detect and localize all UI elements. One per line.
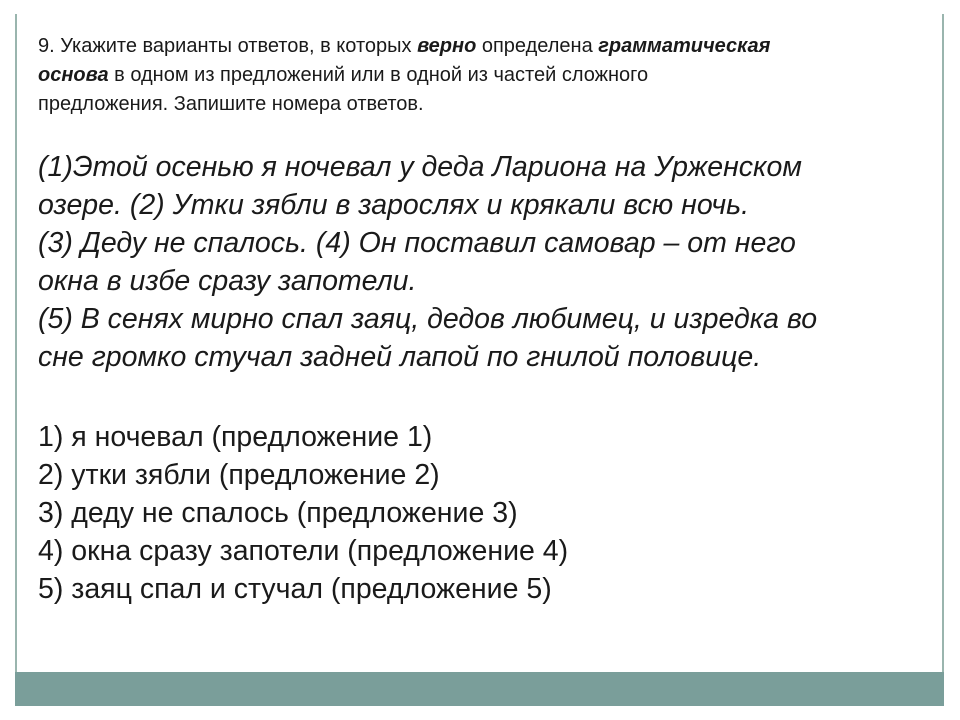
task-text-1: 9. Укажите варианты ответов, в которых <box>38 35 418 57</box>
task-text-3: в одном из предложений или в одной из частей сложного <box>108 64 649 86</box>
passage-line: (1)Этой осенью я ночевал у деда Лариона на Урженском <box>38 151 802 183</box>
answer-option-1: 1) я ночевал (предложение 1) <box>38 421 433 453</box>
task-bold-correct: верно <box>417 35 477 57</box>
left-frame-rule <box>15 14 17 676</box>
passage-line: озере. (2) Утки зябли в зарослях и крякали всю ночь. <box>38 189 750 221</box>
passage-line: (5) В сенях мирно спал заяц, дедов любимец, и изредка во <box>38 303 818 335</box>
answer-option-4: 4) окна сразу запотели (предложение 4) <box>38 535 569 567</box>
passage <box>38 148 938 376</box>
answer-options <box>38 418 928 608</box>
passage-line: (3) Деду не спалось. (4) Он поставил самовар – от него <box>38 227 796 259</box>
passage-line: сне громко стучал задней лапой по гнилой половице. <box>38 341 762 373</box>
task-bold-basis: основа <box>38 64 109 86</box>
task-text-4: предложения. Запишите номера ответов. <box>38 93 424 115</box>
answer-option-2: 2) утки зябли (предложение 2) <box>38 459 440 491</box>
right-frame-rule <box>942 14 944 676</box>
bottom-bar <box>15 672 944 706</box>
task-instruction <box>38 32 928 119</box>
task-bold-grammatical: грамматическая <box>598 35 771 57</box>
task-text-2: определена <box>476 35 599 57</box>
answer-option-5: 5) заяц спал и стучал (предложение 5) <box>38 573 552 605</box>
passage-line: окна в избе сразу запотели. <box>38 265 417 297</box>
answer-option-3: 3) деду не спалось (предложение 3) <box>38 497 518 529</box>
